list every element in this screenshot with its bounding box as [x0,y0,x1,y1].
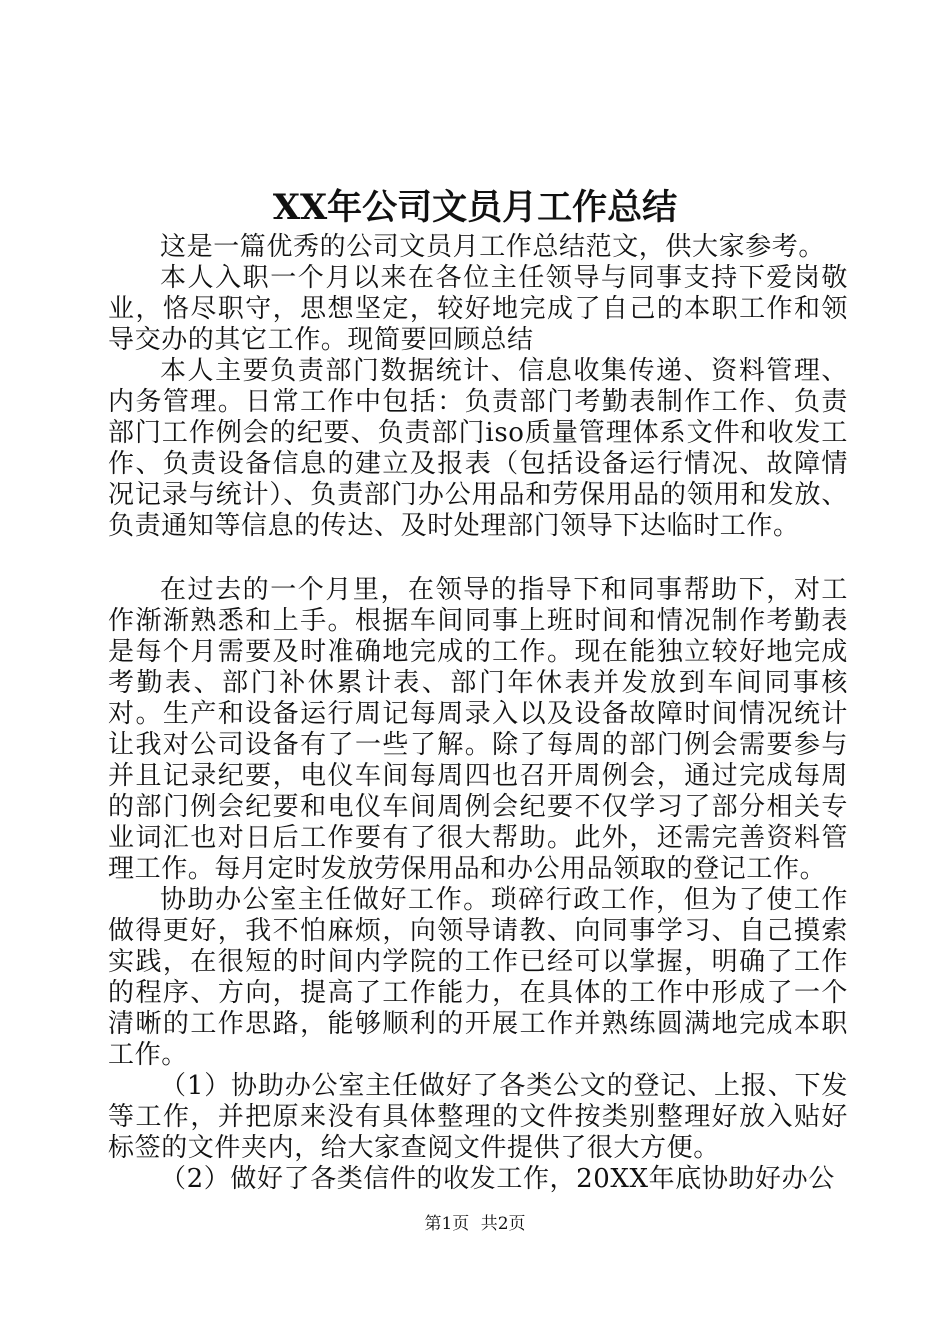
paragraph-assist-director: 协助办公室主任做好工作。琐碎行政工作，但为了使工作做得更好，我不怕麻烦，向领导请教、向同事学习、自己摸索实践，在很短的时间内学院的工作已经可以掌握，明确了工作的程序、方向，提高了工作能力，在具体的工作中形成了一个清晰的工作思路，能够顺利的开展工作并熟练圆满地完成本职工作。 [108,885,848,1070]
page-total: 共2页 [480,1214,526,1234]
paragraph-overview: 本人入职一个月以来在各位主任领导与同事支持下爱岗敬业，恪尽职守，思想坚定，较好地完成了自己的本职工作和领导交办的其它工作。现简要回顾总结 [108,263,848,355]
paragraph-past-month: 在过去的一个月里，在领导的指导下和同事帮助下，对工作渐渐熟悉和上手。根据车间同事上班时间和情况制作考勤表是每个月需要及时准确地完成的工作。现在能独立较好地完成考勤表、部门补休累计表、部门年休表并发放到车间同事核对。生产和设备运行周记每周录入以及设备故障时间情况统计让我对公司设备有了一些了解。除了每周的部门例会需要参与并且记录纪要，电仪车间每周四也召开周例会，通过完成每周的部门例会纪要和电仪车间周例会纪要不仅学习了部分相关专业词汇也对日后工作要有了很大帮助。此外，还需完善资料管理工作。每月定时发放劳保用品和办公用品领取的登记工作。 [108,575,848,884]
document-body [108,232,848,1195]
paragraph-responsibilities: 本人主要负责部门数据统计、信息收集传递、资料管理、内务管理。日常工作中包括：负责部门考勤表制作工作、负责部门工作例会的纪要、负责部门iso质量管理体系文件和收发工作、负责设备信息的建立及报表（包括设备运行情况、故障情况记录与统计）、负责部门办公用品和劳保用品的领用和发放、负责通知等信息的传达、及时处理部门领导下达临时工作。 [108,356,848,541]
paragraph-item-1: （1）协助办公室主任做好了各类公文的登记、上报、下发等工作，并把原来没有具体整理的文件按类别整理好放入贴好标签的文件夹内，给大家查阅文件提供了很大方便。 [108,1071,848,1163]
page-number: 第1页 [424,1214,470,1234]
document-title: XX年公司文员月工作总结 [272,187,678,228]
page-footer [0,1212,950,1236]
paragraph-intro: 这是一篇优秀的公司文员月工作总结范文，供大家参考。 [160,232,826,262]
paragraph-item-2: （2）做好了各类信件的收发工作，20XX年底协助好办公 [160,1164,835,1194]
paragraph-spacer [108,542,848,575]
